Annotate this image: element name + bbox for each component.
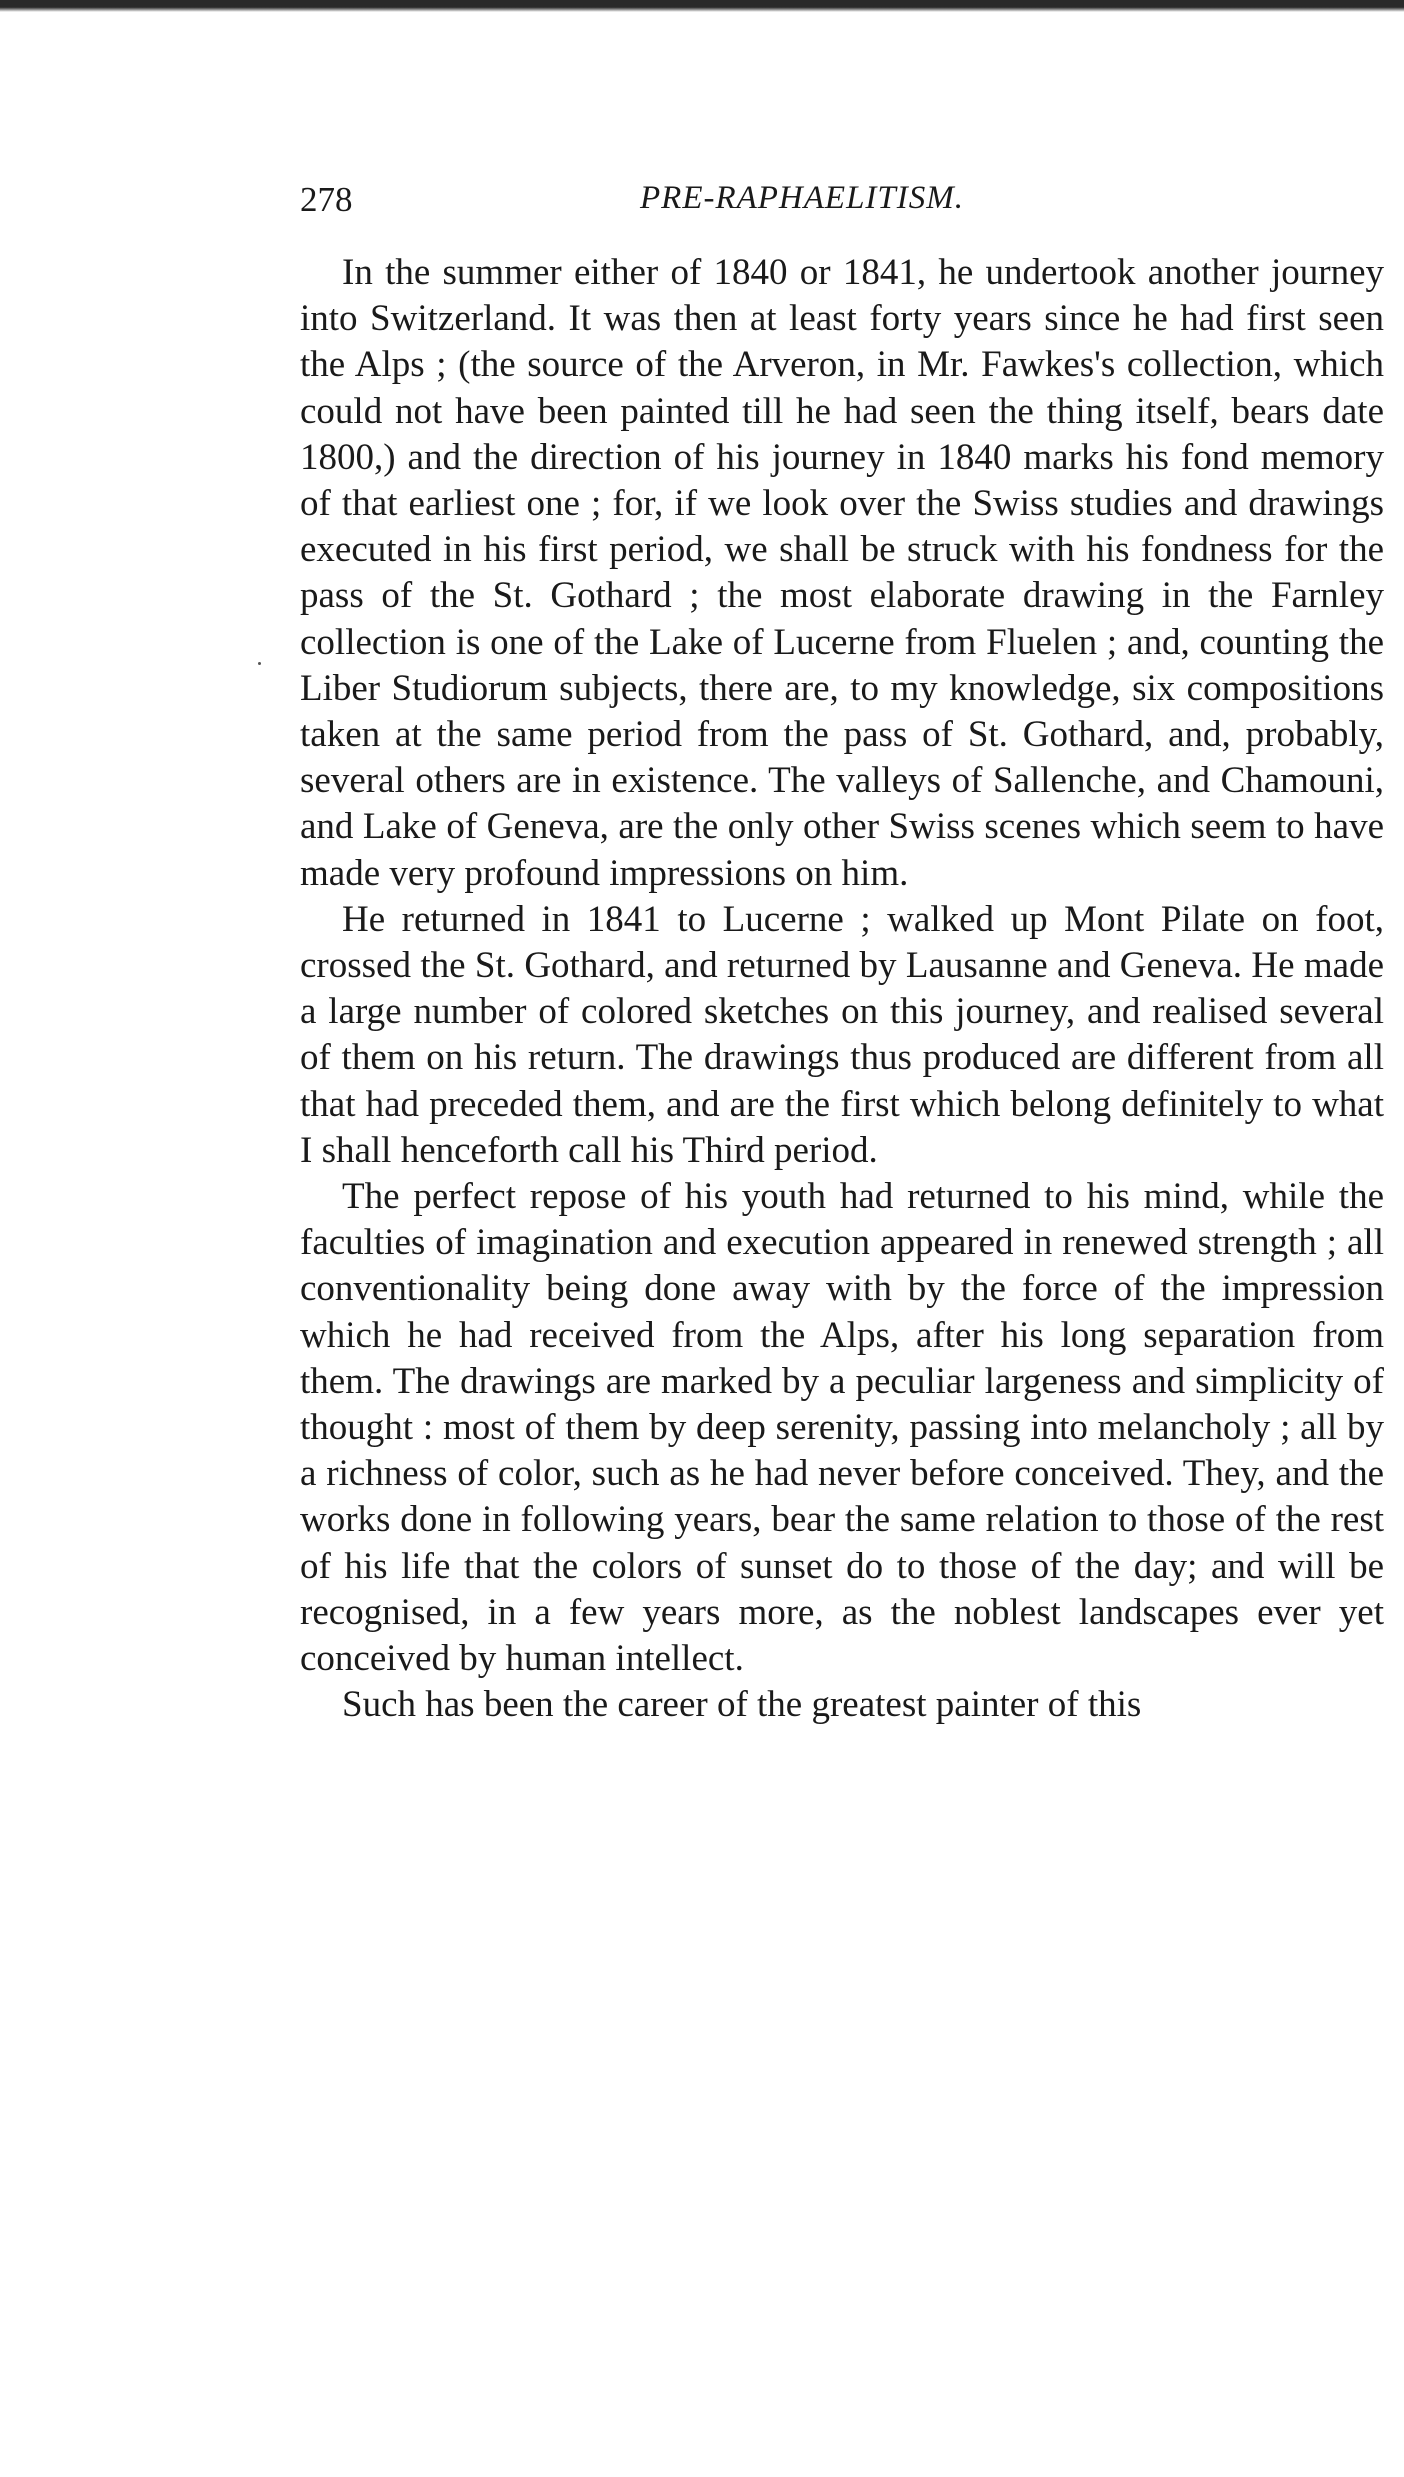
- running-title: PRE-RAPHAELITISM.: [640, 180, 965, 216]
- paragraph: He returned in 1841 to Lucerne ; walked up Mont Pilate on foot, crossed the St. Gothard, and returned by Lausanne and Geneva. He made a large number of colored sketches on this journey, and realised several of them on his return. The drawings thus produced are different from all that had preceded them, and are the first which belong definitely to what I shall henceforth call his Third period.: [300, 898, 1384, 1171]
- page-top-edge: [0, 0, 1404, 12]
- paragraph: Such has been the career of the greatest painter of this: [342, 1684, 1142, 1726]
- paragraph: In the summer either of 1840 or 1841, he undertook another journey into Switzerland. It was then at least forty years since he had first seen the Alps ; (the source of the Arveron, in Mr. Fawkes's collection, which could not have been painted till he had seen the thing itself, bears date 1800,) and the direction of his journey in 1840 marks his fond memory of that earliest one ; for, if we look over the Swiss studies and drawings executed in his first period, we shall be struck with his fondness for the pass of the St. Gothard ; the most elaborate drawing in the Farnley collection is one of the Lake of Lucerne from Fluelen ; and, counting the Liber Studiorum subjects, there are, to my knowledge, six compositions taken at the same period from the pass of St. Gothard, and, probably, several others are in existence. The valleys of Sallenche, and Chamouni, and Lake of Geneva, are the only other Swiss scenes which seem to have made very profound impressions on him.: [300, 252, 1384, 894]
- paper-speck: [258, 662, 261, 665]
- body-text: [300, 250, 1384, 1729]
- book-page: [300, 170, 1384, 1729]
- running-head: [300, 170, 1384, 230]
- page-number: 278: [300, 180, 353, 219]
- paragraph: The perfect repose of his youth had returned to his mind, while the faculties of imagination and execution appeared in renewed strength ; all conventionality being done away with by the force of the impression which he had received from the Alps, after his long separation from them. The drawings are marked by a peculiar largeness and simplicity of thought : most of them by deep serenity, passing into melancholy ; all by a richness of color, such as he had never before conceived. They, and the works done in following years, bear the same relation to those of the rest of his life that the colors of sunset do to those of the day; and will be recognised, in a few years more, as the noblest landscapes ever yet conceived by human intellect.: [300, 1176, 1384, 1680]
